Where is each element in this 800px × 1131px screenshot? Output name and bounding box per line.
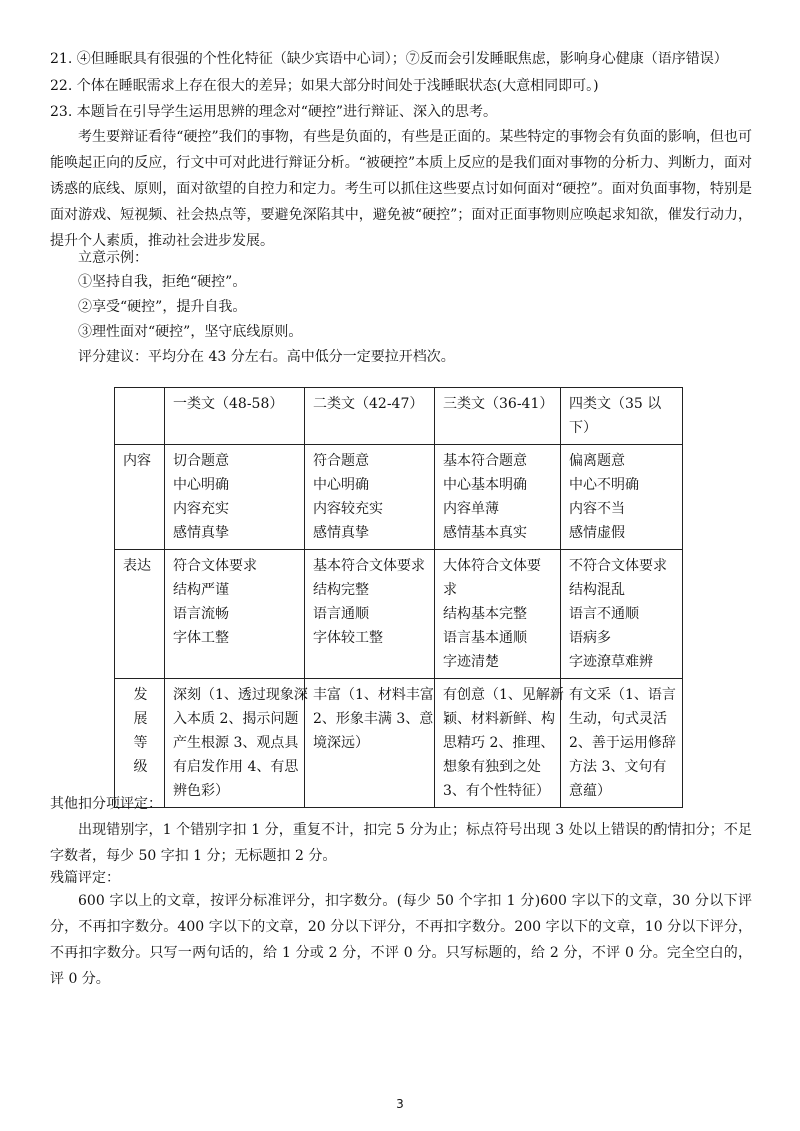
cell-line: 不符合文体要求 [569,558,667,574]
row-label-char: 等 [133,735,148,751]
cell-line: 字迹清楚 [443,654,499,670]
cell-line: 偏离题意 [569,453,625,469]
deductions-title: 其他扣分项评定： [50,796,162,812]
cell-line: 字迹潦草难辨 [569,654,653,670]
header-cell [115,388,165,445]
cell-line: 境深远） [313,735,369,751]
cell-line: 切合题意 [173,453,229,469]
cell-line: 辨色彩） [173,783,229,799]
table-cell [165,679,308,808]
cell-line: 语言通顺 [313,606,369,622]
cell-line: 有创意（1、见解新 [443,687,564,703]
table-cell [561,550,683,679]
cell-line: 丰富（1、材料丰富 [313,687,434,703]
answer-21: 21. ④但睡眠具有很强的个性化特征（缺少宾语中心词）；⑦反而会引发睡眠焦虑，影响身心健康（语序错误） [50,51,728,67]
cell-line: 中心明确 [313,477,369,493]
cell-line: 想象有独到之处 [443,759,541,775]
cell-line: 内容不当 [569,501,625,517]
cell-line: 结构完整 [313,582,369,598]
cell-line: 中心不明确 [569,477,639,493]
cell-line: 语言基本通顺 [443,630,527,646]
cell-line: 内容较充实 [313,501,383,517]
table-cell [435,550,561,679]
example-1: ①坚持自我，拒绝“硬控”。 [78,274,247,290]
table-cell [305,679,435,808]
example-title: 立意示例： [78,250,148,266]
row-label [115,679,165,808]
table-row [115,550,683,679]
cell-line: 求 [443,582,457,598]
cell-line: 结构严谨 [173,582,229,598]
row-label: 内容 [115,445,165,550]
row-label-char: 展 [133,711,148,727]
example-3: ③理性面对“硬控”，坚守底线原则。 [78,324,303,340]
row-label-char: 级 [133,759,148,775]
cell-line: 方法 3、文句有 [569,759,667,775]
cell-line: 入本质 2、揭示问题 [173,711,299,727]
cell-line: 3、有个性特征） [443,783,550,799]
row-label: 表达 [115,550,165,679]
table-cell [305,445,435,550]
cell-line: 基本符合题意 [443,453,527,469]
cell-line: 2、形象丰满 3、意 [313,711,434,727]
table-cell [561,679,683,808]
cell-line: 大体符合文体要 [443,558,541,574]
cell-line: 符合文体要求 [173,558,257,574]
cell-line: 字体较工整 [313,630,383,646]
cell-line: 语病多 [569,630,611,646]
table-cell [435,445,561,550]
cell-line: 生动，句式灵活 [569,711,667,727]
table-cell [165,550,305,679]
cell-line: 感情真挚 [173,525,229,541]
cell-line: 结构基本完整 [443,606,527,622]
header-cell: 三类文（36-41） [435,388,561,445]
table-cell [435,679,564,808]
example-2: ②享受“硬控”，提升自我。 [78,299,247,315]
cell-line: 2、善于运用修辞 [569,735,676,751]
cell-line: 结构混乱 [569,582,625,598]
cell-line: 有启发作用 4、有思 [173,759,299,775]
cell-line: 语言流畅 [173,606,229,622]
cell-line: 产生根源 3、观点具 [173,735,299,751]
header-cell: 二类文（42-47） [305,388,435,445]
cell-line: 字体工整 [173,630,229,646]
table-row [115,445,683,550]
cell-line: 有文采（1、语言 [569,687,676,703]
rubric-table [114,387,683,808]
cell-line: 意蕴） [569,783,611,799]
incomplete-title: 残篇评定： [50,870,120,886]
scoring-note: 评分建议：平均分在 43 分左右。高中低分一定要拉开档次。 [78,349,455,365]
cell-line: 感情真挚 [313,525,369,541]
cell-line: 颖、材料新鲜、构 [443,711,555,727]
cell-line: 深刻（1、透过现象深 [173,687,308,703]
cell-line: 基本符合文体要求 [313,558,425,574]
header-cell: 一类文（48-58） [165,388,305,445]
cell-line: 思精巧 2、推理、 [443,735,555,751]
deductions-text: 出现错别字，1 个错别字扣 1 分，重复不计，扣完 5 分为止；标点符号出现 3 处以上错误的酌情扣分；不足字数者，每少 50 字扣 1 分；无标题扣 2 分。 [50,822,752,864]
cell-line: 内容充实 [173,501,229,517]
table-cell [561,445,683,550]
table-cell [165,445,305,550]
answer-23: 23. 本题旨在引导学生运用思辨的理念对“硬控”进行辩证、深入的思考。 [50,104,498,120]
cell-line: 中心明确 [173,477,229,493]
page-number: 3 [396,1097,404,1111]
cell-line: 中心基本明确 [443,477,527,493]
answer-22: 22. 个体在睡眠需求上存在很大的差异；如果大部分时间处于浅睡眠状态(大意相同即可。) [50,78,599,94]
cell-line: 感情基本真实 [443,525,527,541]
header-cell: 四类文（35 以下） [561,388,683,445]
incomplete-text: 600 字以上的文章，按评分标准评分，扣字数分。(每少 50 个字扣 1 分)600 字以下的文章，30 分以下评分，不再扣字数分。400 字以下的文章，20 分以下评分，不再扣字数分。200 字以下的文章，10 分以下评分，不再扣字数分。只写一两句话的，给 1 分或 2 分，不评 0 分。只写标题的，给 2 分，不评 0 分。完全空白的，评 0 分。 [50,893,752,987]
table-cell [305,550,435,679]
cell-line: 语言不通顺 [569,606,639,622]
cell-line: 符合题意 [313,453,369,469]
cell-line: 感情虚假 [569,525,625,541]
analysis-paragraph: 考生要辩证看待“硬控”我们的事物，有些是负面的，有些是正面的。某些特定的事物会有负面的影响，但也可能唤起正向的反应，行文中可对此进行辩证分析。“被硬控”本质上反应的是我们面对事物的分析力、判断力，面对诱惑的底线、原则，面对欲望的自控力和定力。考生可以抓住这些要点讨如何面对“硬控”。面对负面事物，特别是面对游戏、短视频、社会热点等，要避免深陷其中，避免被“硬控”；面对正面事物则应唤起求知欲，催发行动力，提升个人素质，推动社会进步发展。 [50,129,752,249]
cell-line: 内容单薄 [443,501,499,517]
table-row [115,679,683,808]
row-label-char: 发 [133,687,148,703]
table-row [115,388,683,445]
